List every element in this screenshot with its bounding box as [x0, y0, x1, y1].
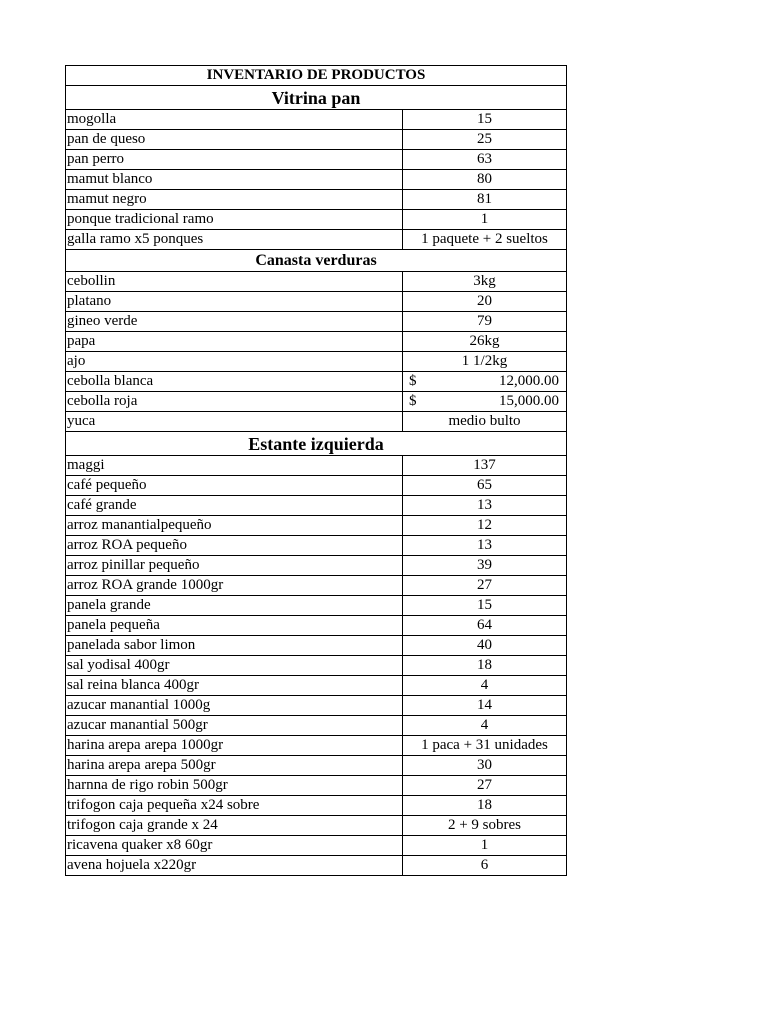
- product-name: sal yodisal 400gr: [66, 656, 403, 676]
- table-row: [66, 392, 567, 412]
- section-header: Canasta verduras: [66, 250, 567, 272]
- table-row: [66, 456, 567, 476]
- product-quantity: 65: [403, 476, 567, 496]
- table-row: [66, 736, 567, 756]
- table-row: [66, 190, 567, 210]
- product-price: [403, 372, 567, 392]
- table-row: [66, 516, 567, 536]
- price-value: [404, 392, 565, 411]
- product-quantity: 1 1/2kg: [403, 352, 567, 372]
- product-name: mogolla: [66, 110, 403, 130]
- section-row: [66, 250, 567, 272]
- table-row: [66, 536, 567, 556]
- table-row: [66, 816, 567, 836]
- product-quantity: 1 paquete + 2 sueltos: [403, 230, 567, 250]
- page-title: INVENTARIO DE PRODUCTOS: [66, 66, 567, 86]
- product-quantity: 27: [403, 576, 567, 596]
- product-name: harina arepa arepa 500gr: [66, 756, 403, 776]
- product-name: azucar manantial 500gr: [66, 716, 403, 736]
- table-row: [66, 796, 567, 816]
- product-name: arroz manantialpequeño: [66, 516, 403, 536]
- product-quantity: 79: [403, 312, 567, 332]
- table-row: [66, 372, 567, 392]
- inventory-table: [65, 65, 567, 876]
- table-row: [66, 332, 567, 352]
- table-row: [66, 836, 567, 856]
- product-quantity: 1: [403, 210, 567, 230]
- product-name: sal reina blanca 400gr: [66, 676, 403, 696]
- product-name: pan perro: [66, 150, 403, 170]
- product-quantity: 40: [403, 636, 567, 656]
- price-value: [404, 372, 565, 391]
- product-name: mamut blanco: [66, 170, 403, 190]
- table-row: [66, 110, 567, 130]
- product-quantity: 80: [403, 170, 567, 190]
- product-quantity: 137: [403, 456, 567, 476]
- product-quantity: 13: [403, 536, 567, 556]
- table-row: [66, 636, 567, 656]
- table-row: [66, 352, 567, 372]
- product-name: café pequeño: [66, 476, 403, 496]
- table-row: [66, 856, 567, 876]
- table-row: [66, 272, 567, 292]
- product-name: ricavena quaker x8 60gr: [66, 836, 403, 856]
- table-row: [66, 556, 567, 576]
- product-name: arroz pinillar pequeño: [66, 556, 403, 576]
- product-name: galla ramo x5 ponques: [66, 230, 403, 250]
- product-name: cebollin: [66, 272, 403, 292]
- section-row: [66, 86, 567, 110]
- product-quantity: 64: [403, 616, 567, 636]
- product-name: panela grande: [66, 596, 403, 616]
- product-name: avena hojuela x220gr: [66, 856, 403, 876]
- product-quantity: 27: [403, 776, 567, 796]
- table-row: [66, 210, 567, 230]
- table-row: [66, 756, 567, 776]
- product-quantity: 1: [403, 836, 567, 856]
- table-row: [66, 496, 567, 516]
- table-row: [66, 656, 567, 676]
- product-name: trifogon caja pequeña x24 sobre: [66, 796, 403, 816]
- product-price: [403, 392, 567, 412]
- product-quantity: 18: [403, 656, 567, 676]
- table-row: [66, 476, 567, 496]
- product-name: yuca: [66, 412, 403, 432]
- product-name: café grande: [66, 496, 403, 516]
- product-name: ajo: [66, 352, 403, 372]
- product-quantity: 2 + 9 sobres: [403, 816, 567, 836]
- table-row: [66, 150, 567, 170]
- section-header: Vitrina pan: [66, 86, 567, 110]
- table-row: [66, 292, 567, 312]
- currency-symbol: $: [409, 373, 417, 389]
- product-name: arroz ROA pequeño: [66, 536, 403, 556]
- table-row: [66, 576, 567, 596]
- table-row: [66, 230, 567, 250]
- section-header: Estante izquierda: [66, 432, 567, 456]
- product-name: harnna de rigo robin 500gr: [66, 776, 403, 796]
- product-quantity: 20: [403, 292, 567, 312]
- table-row: [66, 716, 567, 736]
- table-row: [66, 130, 567, 150]
- product-quantity: 25: [403, 130, 567, 150]
- product-name: mamut negro: [66, 190, 403, 210]
- product-quantity: 81: [403, 190, 567, 210]
- table-row: [66, 776, 567, 796]
- product-name: trifogon caja grande x 24: [66, 816, 403, 836]
- product-quantity: 3kg: [403, 272, 567, 292]
- product-name: ponque tradicional ramo: [66, 210, 403, 230]
- inventory-body: [66, 66, 567, 876]
- product-quantity: 13: [403, 496, 567, 516]
- price-amount: 15,000.00: [499, 393, 559, 409]
- product-name: harina arepa arepa 1000gr: [66, 736, 403, 756]
- table-row: [66, 696, 567, 716]
- currency-symbol: $: [409, 393, 417, 409]
- table-row: [66, 170, 567, 190]
- product-name: platano: [66, 292, 403, 312]
- title-row: [66, 66, 567, 86]
- product-name: panela pequeña: [66, 616, 403, 636]
- product-quantity: 4: [403, 716, 567, 736]
- product-quantity: 18: [403, 796, 567, 816]
- product-name: cebolla blanca: [66, 372, 403, 392]
- product-quantity: 12: [403, 516, 567, 536]
- section-row: [66, 432, 567, 456]
- table-row: [66, 616, 567, 636]
- product-name: azucar manantial 1000g: [66, 696, 403, 716]
- product-quantity: 1 paca + 31 unidades: [403, 736, 567, 756]
- product-name: gineo verde: [66, 312, 403, 332]
- table-row: [66, 596, 567, 616]
- table-row: [66, 412, 567, 432]
- product-name: maggi: [66, 456, 403, 476]
- product-quantity: 39: [403, 556, 567, 576]
- product-quantity: 6: [403, 856, 567, 876]
- product-quantity: 15: [403, 110, 567, 130]
- product-quantity: 30: [403, 756, 567, 776]
- table-row: [66, 676, 567, 696]
- product-quantity: 15: [403, 596, 567, 616]
- table-row: [66, 312, 567, 332]
- product-name: panelada sabor limon: [66, 636, 403, 656]
- product-name: papa: [66, 332, 403, 352]
- product-quantity: 26kg: [403, 332, 567, 352]
- product-quantity: 63: [403, 150, 567, 170]
- price-amount: 12,000.00: [499, 373, 559, 389]
- product-quantity: medio bulto: [403, 412, 567, 432]
- product-quantity: 14: [403, 696, 567, 716]
- product-name: cebolla roja: [66, 392, 403, 412]
- product-quantity: 4: [403, 676, 567, 696]
- product-name: arroz ROA grande 1000gr: [66, 576, 403, 596]
- product-name: pan de queso: [66, 130, 403, 150]
